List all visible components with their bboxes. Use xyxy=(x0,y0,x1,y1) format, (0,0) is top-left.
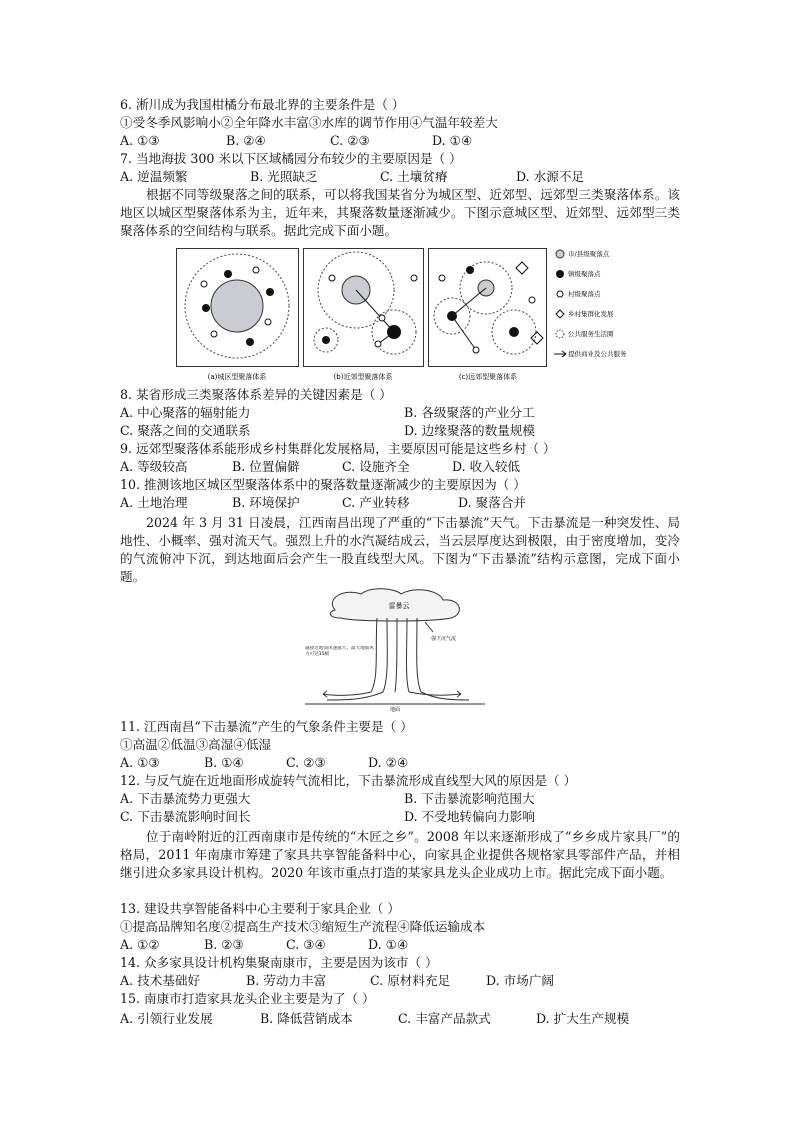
settlement-system-figure xyxy=(176,248,636,382)
town-settlement-icon xyxy=(202,304,210,312)
option-b: B. ②③ xyxy=(204,937,244,952)
village-settlement-icon xyxy=(375,341,381,347)
question-6-stem: 6. 淅川成为我国柑橘分布最北界的主要条件是（ ） xyxy=(120,97,405,112)
option-d: D. 市场广阔 xyxy=(486,973,555,988)
village-settlement-icon xyxy=(411,275,417,281)
question-10-stem: 10. 推测该地区城区型聚落体系中的聚落数量逐渐减少的主要原因为（ ） xyxy=(120,477,526,492)
option-c: C. 原材料充足 xyxy=(370,973,451,988)
option-d: D. 聚落合并 xyxy=(458,495,527,510)
village-settlement-icon xyxy=(329,275,335,281)
legend-label: 公共服务生活圈 xyxy=(568,330,614,338)
option-c: C. 产业转移 xyxy=(342,495,410,510)
village-settlement-icon xyxy=(253,267,259,273)
town-settlement-icon xyxy=(224,270,232,278)
caption-c: (c)远郊型聚落体系 xyxy=(458,373,518,381)
option-a: A. 技术基础好 xyxy=(120,973,201,988)
cloud-label: 雷暴云 xyxy=(388,602,410,610)
option-b: B. 劳动力丰富 xyxy=(246,973,327,988)
panel-b-frame xyxy=(304,249,424,367)
option-d: D. ②④ xyxy=(368,755,409,770)
option-b: B. 环境保护 xyxy=(232,495,300,510)
town-settlement-icon xyxy=(556,270,564,278)
option-a: A. ①② xyxy=(120,937,160,952)
option-b: B. ①④ xyxy=(204,755,244,770)
question-6-statements: ①受冬季风影响小②全年降水丰富③水库的调节作用④气温年较差大 xyxy=(120,115,498,130)
downdraft-label: 强下沉气流 xyxy=(431,636,457,642)
option-a: A. 引领行业发展 xyxy=(120,1011,213,1026)
question-8-stem: 8. 某省形成三类聚落体系差异的关键因素是（ ） xyxy=(120,387,392,402)
public-service-circle-icon xyxy=(556,330,564,338)
option-c: C. ②③ xyxy=(330,133,370,148)
village-cluster-icon xyxy=(556,310,564,318)
option-b: B. 位置偏僻 xyxy=(232,459,300,474)
town-settlement-icon xyxy=(466,266,474,274)
village-settlement-icon xyxy=(473,347,479,353)
option-d: D. ①④ xyxy=(432,133,473,148)
option-b: B. 下击暴流影响范围大 xyxy=(404,791,535,806)
town-settlement-icon xyxy=(266,288,274,296)
passage-settlement-systems: 根据不同等级聚落之间的联系，可以将我国某省分为城区型、近郊型、远郊型三类聚落体系。该地区以城区型聚落体系为主，近年来，其聚落数量逐渐减少。下图示意城区型、近郊型、远郊型三类聚落体系的空间结构与联系。据此完成下面小题。 xyxy=(120,187,680,238)
option-d: D. 水源不足 xyxy=(516,169,585,184)
question-11-statements: ①高温②低温③高湿④低湿 xyxy=(120,737,272,752)
figure1-legend xyxy=(554,249,627,358)
village-settlement-icon xyxy=(557,291,563,297)
option-d: D. ①④ xyxy=(368,937,409,952)
option-b: B. ②④ xyxy=(226,133,266,148)
option-a: A. 土地治理 xyxy=(120,495,188,510)
question-9-stem: 9. 远郊型聚落体系能形成乡村集群化发展格局，主要原因可能是这些乡村（ ） xyxy=(120,441,556,456)
option-a: A. 逆温频繁 xyxy=(120,169,188,184)
village-settlement-icon xyxy=(201,281,207,287)
option-a: A. 下击暴流势力更强大 xyxy=(120,791,251,806)
ground-label: 地面 xyxy=(389,707,401,712)
legend-label: 乡村集群化发展 xyxy=(568,310,614,318)
option-c: C. 土壤贫瘠 xyxy=(380,169,448,184)
legend-label: 提供商业及公共服务 xyxy=(568,350,627,358)
question-13-statements: ①提高品牌知名度②提高生产技术③缩短生产流程④降低运输成本 xyxy=(120,919,486,934)
city-county-settlement-icon xyxy=(211,280,263,332)
option-a: A. 等级较高 xyxy=(120,459,188,474)
question-11-stem: 11. 江西南昌“下击暴流”产生的气象条件主要是（ ） xyxy=(120,719,413,734)
panel-c-frame xyxy=(429,249,547,367)
town-settlement-icon xyxy=(322,336,330,344)
question-14-stem: 14. 众多家具设计机构集聚南康市，主要是因为该市（ ） xyxy=(120,955,438,970)
question-15-stem: 15. 南康市打造家具龙头企业主要是为了（ ） xyxy=(120,991,375,1006)
downburst-figure xyxy=(305,588,485,712)
village-settlement-icon xyxy=(265,319,271,325)
option-c: C. ③④ xyxy=(286,937,326,952)
legend-label: 市/县级聚落点 xyxy=(568,250,610,258)
village-settlement-icon xyxy=(439,275,445,281)
legend-label: 镇级聚落点 xyxy=(568,270,601,278)
village-settlement-icon xyxy=(529,297,535,303)
village-settlement-icon xyxy=(379,315,385,321)
passage-furniture-industry: 位于南岭附近的江西南康市是传统的“木匠之乡”。2008 年以来逐渐形成了“乡乡成片家具厂”的格局，2011 年南康市筹建了家具共享智能备料中心，向家具企业提供各规格家具零部件产品，并相继引进众多家具设计机构。2020 年该市重点打造的某家具龙头企业成功上市。据此完成下面小题。 xyxy=(120,829,680,880)
pointer-line xyxy=(425,622,433,632)
passage-downburst: 2024 年 3 月 31 日凌晨，江西南昌出现了严重的“下击暴流”天气。下击暴流是一种突发性、局地性、小概率、强对流天气。强烈上升的水汽凝结成云，当云层厚度达到极限，由于密度增加，变冷的气流俯冲下沉，到达地面后会产生一股直线型大风。下图为“下击暴流”结构示意图，完成下面小题。 xyxy=(120,515,680,584)
city-county-settlement-icon xyxy=(556,250,564,258)
downdraft-lines xyxy=(371,618,421,692)
option-a: A. 中心聚落的辐射能力 xyxy=(120,405,251,420)
wind-note-box xyxy=(305,646,377,674)
option-c: C. 设施齐全 xyxy=(342,459,410,474)
option-c: C. 丰富产品款式 xyxy=(398,1011,491,1026)
option-d: D. 收入较低 xyxy=(452,459,521,474)
option-a: A. ①③ xyxy=(120,133,160,148)
town-settlement-icon xyxy=(246,338,254,346)
village-settlement-icon xyxy=(211,331,217,337)
option-a: A. ①③ xyxy=(120,755,160,770)
option-c: C. ②③ xyxy=(286,755,326,770)
caption-a: (a)城区型聚落体系 xyxy=(207,373,267,381)
option-d: D. 边缘聚落的数量规模 xyxy=(404,423,535,438)
option-b: B. 光照缺乏 xyxy=(250,169,318,184)
legend-label: 村级聚落点 xyxy=(568,290,601,298)
option-b: B. 降低营销成本 xyxy=(260,1011,353,1026)
option-c: C. 下击暴流影响时间长 xyxy=(120,809,251,824)
question-7-stem: 7. 当地海拔 300 米以下区域橘园分布较少的主要原因是（ ） xyxy=(120,151,462,166)
option-d: D. 不受地转偏向力影响 xyxy=(404,809,535,824)
question-12-stem: 12. 与反气旋在近地面形成旋转气流相比，下击暴流形成直线型大风的原因是（ ） xyxy=(120,773,577,788)
question-13-stem: 13. 建设共享智能备料中心主要利于家具企业（ ） xyxy=(120,901,400,916)
option-d: D. 扩大生产规模 xyxy=(536,1011,630,1026)
wind-note: 越接近地面风速越大，最大地面风力可达15级 xyxy=(305,646,374,657)
option-b: B. 各级聚落的产业分工 xyxy=(404,405,535,420)
arrow-icon xyxy=(323,691,461,697)
caption-b: (b)近郊型聚落体系 xyxy=(333,373,393,381)
option-c: C. 聚落之间的交通联系 xyxy=(120,423,251,438)
outflow-lines xyxy=(323,692,469,700)
town-settlement-icon xyxy=(509,327,519,337)
